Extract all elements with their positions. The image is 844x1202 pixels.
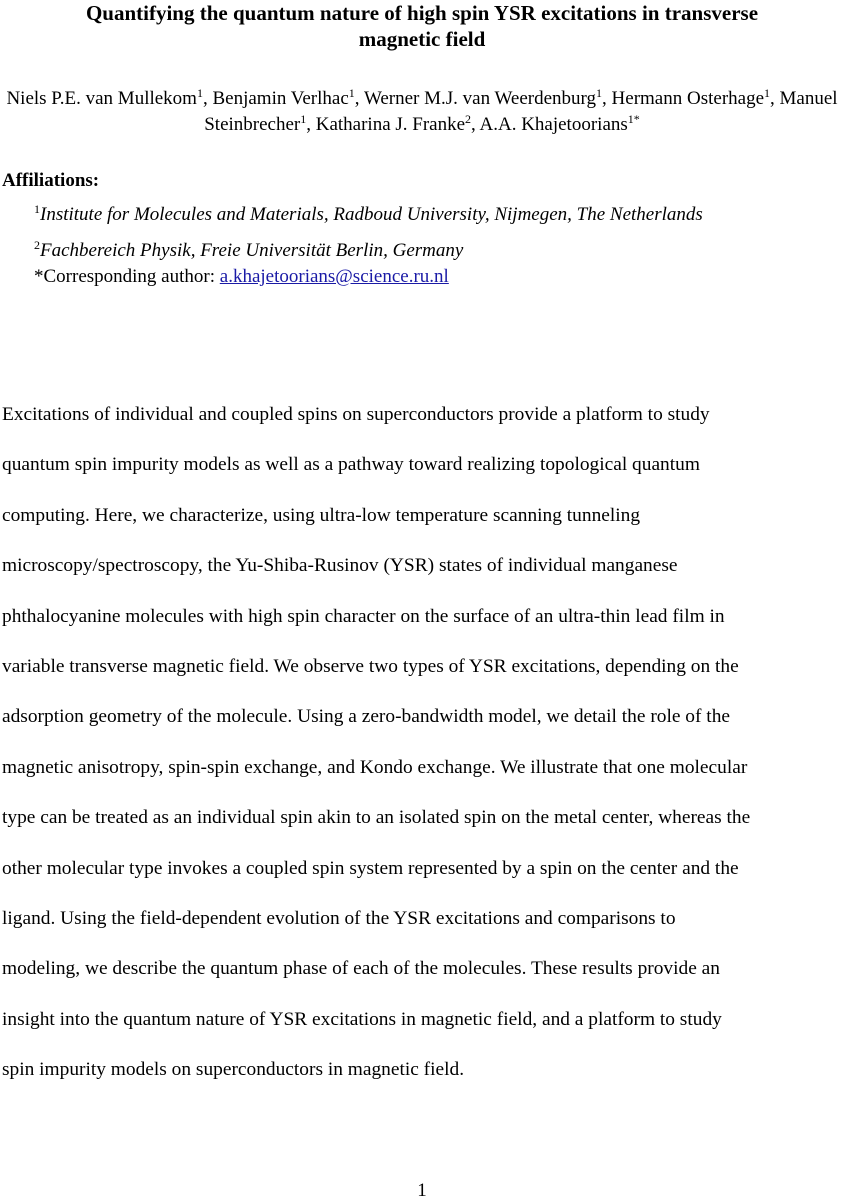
abstract-line: quantum spin impurity models as well as a pathway toward realizing topological quantum xyxy=(2,454,700,476)
author-affiliation-mark: 1 xyxy=(300,112,307,126)
page-number: 1 xyxy=(417,1180,427,1201)
abstract-line: Excitations of individual and coupled spins on superconductors provide a platform to study xyxy=(2,404,710,425)
title-line-2: magnetic field xyxy=(358,27,486,51)
author-name: Katharina J. Franke xyxy=(315,114,466,135)
author-affiliation-mark: 1 xyxy=(348,86,355,100)
abstract-line: variable transverse magnetic field. We observe two types of YSR excitations, depending on the xyxy=(2,656,739,678)
affiliation-1 xyxy=(34,204,703,226)
author-affiliation-mark: 1 xyxy=(764,86,771,100)
affiliations-heading: Affiliations: xyxy=(2,170,100,191)
abstract-line: adsorption geometry of the molecule. Using a zero-bandwidth model, we detail the role of the xyxy=(2,706,731,728)
title-line-1: Quantifying the quantum nature of high spin YSR excitations in transverse xyxy=(85,1,759,25)
abstract-line: other molecular type invokes a coupled spin system represented by a spin on the center and the xyxy=(2,857,739,879)
abstract-line: microscopy/spectroscopy, the Yu-Shiba-Rusinov (YSR) states of individual manganese xyxy=(2,555,678,577)
paper-title xyxy=(0,0,844,52)
author-name: Manuel Steinbrecher xyxy=(204,88,838,135)
affiliation-2 xyxy=(34,240,463,262)
author-name: Werner M.J. van Weerdenburg xyxy=(363,88,597,109)
abstract-line: magnetic anisotropy, spin-spin exchange, and Kondo exchange. We illustrate that one molecular xyxy=(2,756,748,778)
abstract-line: spin impurity models on superconductors in magnetic field. xyxy=(2,1059,465,1081)
author-list: Niels P.E. van Mullekom$^1$, Benjamin Verlhac$^1$, Werner M.J. van Weerdenburg$^1$, Hermann Osterhage$^1$, Manuel Steinbrecher$^1$, Katharina J. Franke$^2$, A.A. Khajetoorians$^{1*}$ xyxy=(6,86,838,135)
affiliation-text: Fachbereich Physik, Freie Universität Berlin, Germany xyxy=(40,240,464,261)
abstract-line: modeling, we describe the quantum phase of each of the molecules. These results provide an xyxy=(2,958,720,980)
author-name: Benjamin Verlhac xyxy=(212,88,349,109)
author-affiliation-mark: 1* xyxy=(627,112,640,126)
affiliation-text: Institute for Molecules and Materials, Radboud University, Nijmegen, The Netherlands xyxy=(40,204,703,225)
abstract xyxy=(2,390,844,1096)
abstract-line: phthalocyanine molecules with high spin character on the surface of an ultra-thin lead film in xyxy=(2,605,725,627)
abstract-line: type can be treated as an individual spin akin to an isolated spin on the metal center, whereas the xyxy=(2,807,751,829)
author-affiliation-mark: 1 xyxy=(196,86,203,100)
corresponding-email-link[interactable]: a.khajetoorians@science.ru.nl xyxy=(219,266,449,287)
affiliation-number: 1 xyxy=(34,202,40,216)
abstract-line: ligand. Using the field-dependent evolution of the YSR excitations and comparisons to xyxy=(2,908,676,930)
affiliation-number: 2 xyxy=(34,238,40,252)
author-name: Niels P.E. van Mullekom xyxy=(6,88,197,109)
author-affiliation-mark: 2 xyxy=(465,112,472,126)
corresponding-author xyxy=(34,266,449,288)
author-name: A.A. Khajetoorians xyxy=(479,114,628,135)
abstract-line: insight into the quantum nature of YSR excitations in magnetic field, and a platform to study xyxy=(2,1008,722,1030)
author-name: Hermann Osterhage xyxy=(611,88,765,109)
corresponding-label: *Corresponding author: xyxy=(34,266,220,287)
abstract-line: computing. Here, we characterize, using ultra-low temperature scanning tunneling xyxy=(2,504,641,526)
author-affiliation-mark: 1 xyxy=(596,86,603,100)
